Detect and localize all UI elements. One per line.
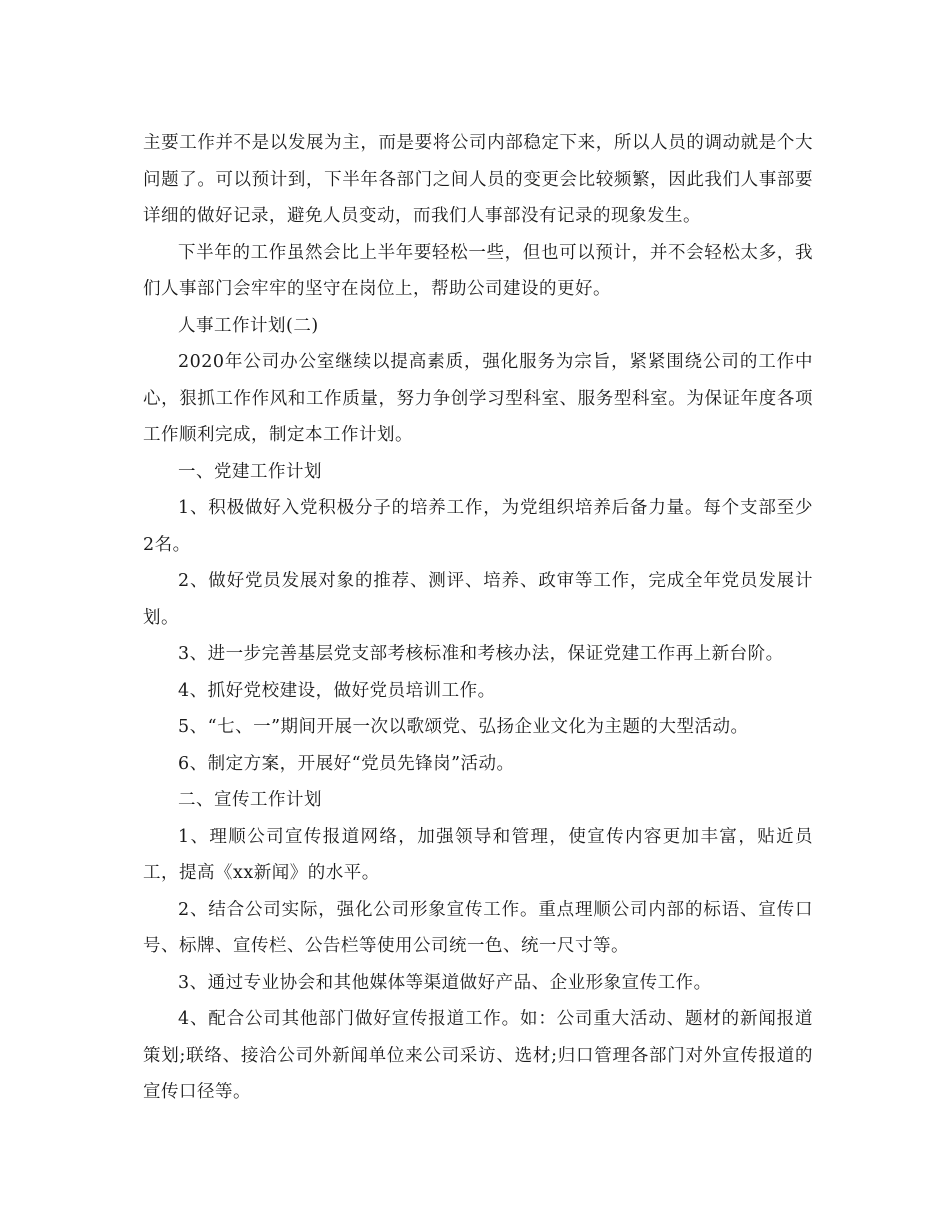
- document-body: [143, 125, 813, 1111]
- list-item: 4、抓好党校建设，做好党员培训工作。: [178, 680, 496, 701]
- section-heading: 一、党建工作计划: [178, 461, 322, 482]
- list-item: 4、配合公司其他部门做好宣传报道工作。如：公司重大活动、题材的新闻报道策划;联络、接洽公司外新闻单位来公司采访、选材;归口管理各部门对外宣传报道的宣传口径等。: [143, 1009, 813, 1102]
- list-item: 3、进一步完善基层党支部考核标准和考核办法，保证党建工作再上新台阶。: [178, 644, 784, 664]
- paragraph: 下半年的工作虽然会比上半年要轻松一些，但也可以预计，并不会轻松太多，我们人事部门会牢牢的坚守在岗位上，帮助公司建设的更好。: [143, 242, 813, 299]
- section-heading: 二、宣传工作计划: [178, 790, 322, 810]
- list-item: 3、通过专业协会和其他媒体等渠道做好产品、企业形象宣传工作。: [178, 972, 712, 993]
- paragraph-continuation: 主要工作并不是以发展为主，而是要将公司内部稳定下来，所以人员的调动就是个大问题了。可以预计到，下半年各部门之间人员的变更会比较频繁，因此我们人事部要详细的做好记录，避免人员变动，而我们人事部没有记录的现象发生。: [143, 133, 813, 226]
- list-item: 2、做好党员发展对象的推荐、测评、培养、政审等工作，完成全年党员发展计划。: [143, 571, 813, 628]
- list-item: 1、积极做好入党积极分子的培养工作，为党组织培养后备力量。每个支部至少2名。: [143, 498, 813, 555]
- paragraph: 2020年公司办公室继续以提高素质，强化服务为宗旨，紧紧围绕公司的工作中心，狠抓工作作风和工作质量，努力争创学习型科室、服务型科室。为保证年度各项工作顺利完成，制定本工作计划。: [143, 352, 813, 445]
- list-item: 6、制定方案，开展好“党员先锋岗”活动。: [178, 753, 515, 774]
- list-item: 1、理顺公司宣传报道网络，加强领导和管理，使宣传内容更加丰富，贴近员工，提高《xx新闻》的水平。: [143, 826, 813, 883]
- list-item: 5、“七、一”期间开展一次以歌颂党、弘扬企业文化为主题的大型活动。: [178, 717, 749, 737]
- section-title: 人事工作计划(二): [178, 315, 319, 336]
- list-item: 2、结合公司实际，强化公司形象宣传工作。重点理顺公司内部的标语、宣传口号、标牌、宣传栏、公告栏等使用公司统一色、统一尺寸等。: [143, 899, 813, 956]
